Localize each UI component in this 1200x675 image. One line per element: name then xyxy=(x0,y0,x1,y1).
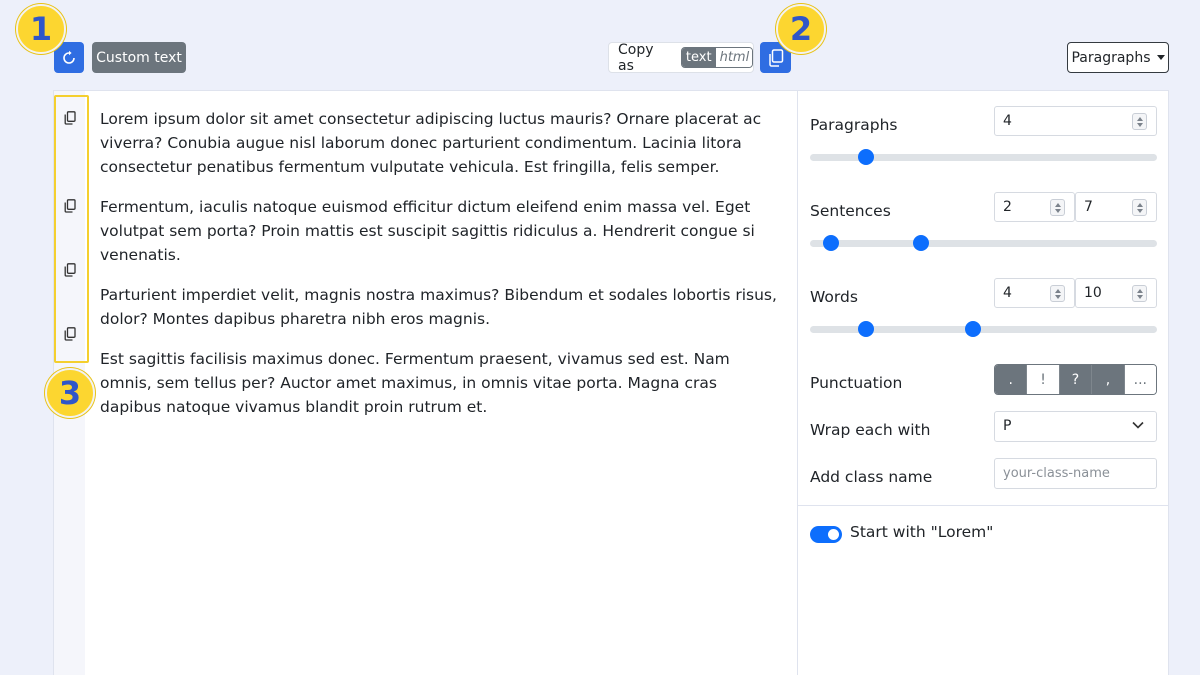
callout-3: 3 xyxy=(45,368,95,418)
wrap-select[interactable] xyxy=(994,411,1157,442)
spinner-icon[interactable] xyxy=(1132,113,1147,130)
mode-dropdown[interactable] xyxy=(1067,42,1169,73)
copy-icon xyxy=(768,49,784,67)
words-slider[interactable] xyxy=(810,326,1157,333)
settings-panel xyxy=(797,91,1169,675)
copy-format-toggle xyxy=(681,47,753,68)
copy-icon xyxy=(64,263,76,277)
copy-format-html[interactable]: html xyxy=(716,48,753,67)
punct-period-button[interactable]: . xyxy=(995,365,1027,394)
copy-paragraph-4-button[interactable] xyxy=(62,326,78,342)
sentences-slider[interactable] xyxy=(810,240,1157,247)
sentences-max-input[interactable] xyxy=(1075,192,1157,222)
paragraph-3: Parturient imperdiet velit, magnis nostra maximus? Bibendum et sodales lobortis risus, dolor? Montes dapibus pharetra nibh eros magnis. xyxy=(100,286,777,328)
paragraph-4: Est sagittis facilisis maximus donec. Fermentum praesent, vivamus sed est. Nam omnis, sem tellus per? Auctor amet maximus, in omnis vitae porta. Magna cras dapibus natoque vivamus blandit proin rutrum et. xyxy=(100,350,730,416)
paragraph-1: Lorem ipsum dolor sit amet consectetur adipiscing luctus mauris? Ornare placerat ac viverra? Conubia augue nisl laborum donec parturient condimentum. Lacinia litora consectetur penatibus fermentum vulputate vehicula. Est fringilla, felis semper. xyxy=(100,110,762,176)
paragraph-2: Fermentum, iaculis natoque euismod efficitur dictum eleifend enim massa vel. Eget volutpat sem porta? Proin mattis est suscipit sagittis ridiculus a. Hendrerit congue si venenatis. xyxy=(100,198,755,264)
sentences-slider-min-thumb[interactable] xyxy=(823,235,839,251)
callout-1: 1 xyxy=(16,4,66,54)
copy-format-text[interactable]: text xyxy=(682,48,716,67)
wrap-label: Wrap each with xyxy=(810,421,931,439)
punct-comma-button[interactable]: , xyxy=(1092,365,1124,394)
main-card xyxy=(53,90,1169,675)
copy-icon xyxy=(64,327,76,341)
copy-paragraph-3-button[interactable] xyxy=(62,262,78,278)
spinner-icon[interactable] xyxy=(1132,199,1147,216)
paragraphs-slider-thumb[interactable] xyxy=(858,149,874,165)
spinner-icon[interactable] xyxy=(1050,199,1065,216)
spinner-icon[interactable] xyxy=(1050,285,1065,302)
callout-2: 2 xyxy=(776,4,826,54)
paragraphs-value: 4 xyxy=(1003,113,1012,129)
copy-as-group xyxy=(608,42,754,73)
generated-text xyxy=(100,107,780,435)
sentences-min-value: 2 xyxy=(1003,199,1012,215)
sentences-max-value: 7 xyxy=(1084,199,1093,215)
punctuation-toggle-group xyxy=(994,364,1157,395)
class-name-label: Add class name xyxy=(810,468,933,486)
paragraphs-input[interactable] xyxy=(994,106,1157,136)
panel-divider xyxy=(798,505,1169,506)
start-with-lorem-label: Start with "Lorem" xyxy=(850,523,994,541)
sentences-label: Sentences xyxy=(810,202,891,220)
copy-paragraph-2-button[interactable] xyxy=(62,198,78,214)
sentences-min-input[interactable] xyxy=(994,192,1075,222)
copy-icon xyxy=(64,111,76,125)
paragraphs-label: Paragraphs xyxy=(810,116,898,134)
class-name-input[interactable]: your-class-name xyxy=(994,458,1157,489)
punct-exclamation-button[interactable]: ! xyxy=(1027,365,1059,394)
gutter-highlight xyxy=(54,95,89,363)
custom-text-button[interactable]: Custom text xyxy=(92,42,186,73)
wrap-select-value: P xyxy=(1003,418,1012,434)
caret-down-icon xyxy=(1157,55,1165,60)
copy-as-label: Copy as xyxy=(618,41,654,74)
spinner-icon[interactable] xyxy=(1132,285,1147,302)
mode-dropdown-label: Paragraphs xyxy=(1071,49,1151,66)
punct-ellipsis-button[interactable]: ... xyxy=(1125,365,1156,394)
words-min-value: 4 xyxy=(1003,285,1012,301)
paragraphs-slider[interactable] xyxy=(810,154,1157,161)
copy-icon xyxy=(64,199,76,213)
chevron-down-icon xyxy=(1132,421,1144,429)
punctuation-label: Punctuation xyxy=(810,374,903,392)
sentences-slider-max-thumb[interactable] xyxy=(913,235,929,251)
words-label: Words xyxy=(810,288,858,306)
words-min-input[interactable] xyxy=(994,278,1075,308)
words-max-input[interactable] xyxy=(1075,278,1157,308)
refresh-icon xyxy=(61,50,77,66)
words-slider-min-thumb[interactable] xyxy=(858,321,874,337)
start-with-lorem-switch[interactable] xyxy=(810,526,842,543)
copy-paragraph-1-button[interactable] xyxy=(62,110,78,126)
words-max-value: 10 xyxy=(1084,285,1102,301)
words-slider-max-thumb[interactable] xyxy=(965,321,981,337)
punct-question-button[interactable]: ? xyxy=(1060,365,1092,394)
